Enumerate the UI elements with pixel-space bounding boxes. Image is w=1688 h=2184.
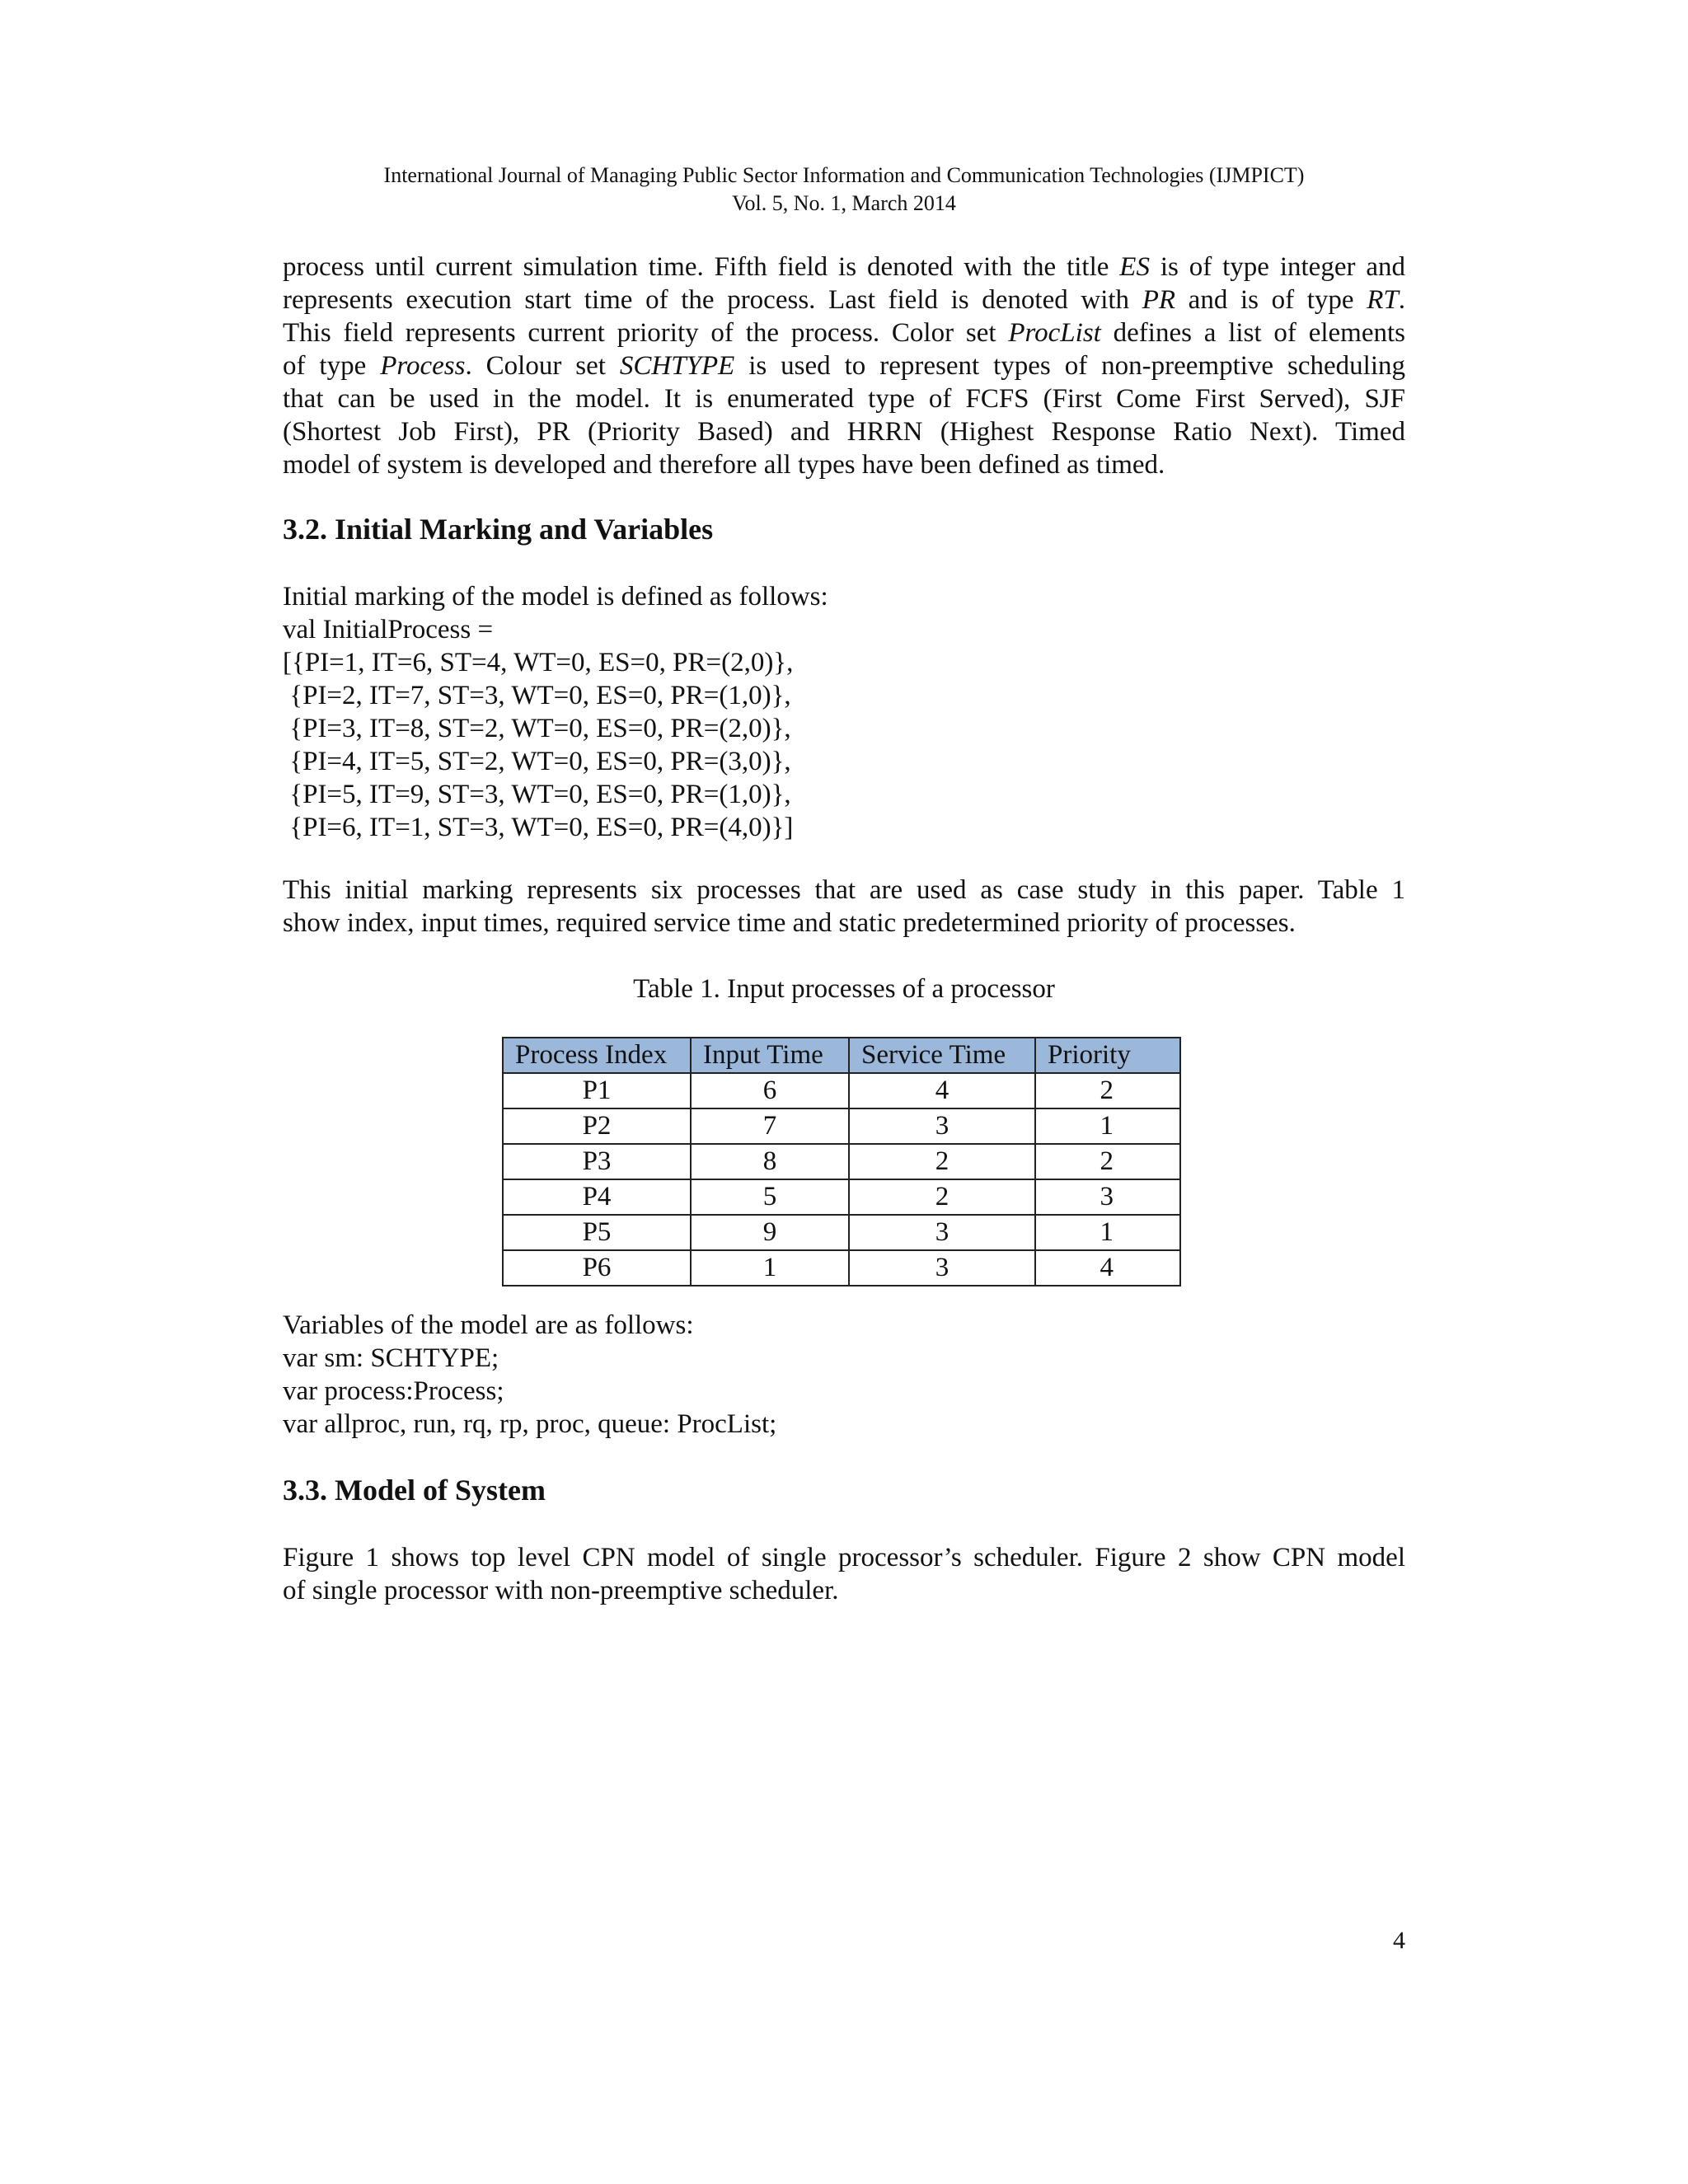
cell-priority: 4 xyxy=(1035,1250,1180,1286)
paragraph-line: that can be used in the model. It is enumerated type of FCFS (First Come First Served), SJF xyxy=(283,384,1405,414)
section-title-3-3: 3.3. Model of System xyxy=(283,1474,546,1507)
table-row xyxy=(503,1215,1180,1250)
cell-process-index: P2 xyxy=(503,1108,691,1144)
code-line: {PI=6, IT=1, ST=3, WT=0, ES=0, PR=(4,0)}] xyxy=(283,813,794,842)
header-input-time: Input Time xyxy=(691,1038,849,1073)
cell-service-time: 3 xyxy=(849,1250,1035,1286)
cell-service-time: 3 xyxy=(849,1108,1035,1144)
variable-line: var process:Process; xyxy=(283,1376,504,1406)
intro-paragraph-block xyxy=(283,251,1405,481)
paragraph-line: This field represents current priority of the process. Color set ProcList defines a list of elements xyxy=(283,318,1405,348)
input-processes-table xyxy=(502,1037,1181,1286)
cell-input-time: 5 xyxy=(691,1179,849,1215)
code-line: {PI=5, IT=9, ST=3, WT=0, ES=0, PR=(1,0)}, xyxy=(283,780,791,809)
code-line: {PI=4, IT=5, ST=2, WT=0, ES=0, PR=(3,0)}, xyxy=(283,747,791,776)
page-number: 4 xyxy=(1393,1927,1405,1954)
section-3-2 xyxy=(283,511,1405,547)
code-line: {PI=2, IT=7, ST=3, WT=0, ES=0, PR=(1,0)}, xyxy=(283,681,791,710)
italic-term: SCHTYPE xyxy=(619,351,735,381)
table-row xyxy=(503,1073,1180,1108)
journal-volume: Vol. 5, No. 1, March 2014 xyxy=(732,191,956,215)
table-row xyxy=(503,1144,1180,1179)
table-row xyxy=(503,1179,1180,1215)
header-priority: Priority xyxy=(1035,1038,1180,1073)
cell-input-time: 6 xyxy=(691,1073,849,1108)
cell-priority: 1 xyxy=(1035,1108,1180,1144)
paragraph-line: of type Process. Colour set SCHTYPE is used to represent types of non-preemptive scheduling xyxy=(283,351,1405,381)
model-of-system-paragraph-block xyxy=(283,1541,1405,1607)
variable-line: var sm: SCHTYPE; xyxy=(283,1343,499,1373)
cell-process-index: P4 xyxy=(503,1179,691,1215)
italic-term: RT xyxy=(1367,285,1399,315)
cell-input-time: 8 xyxy=(691,1144,849,1179)
header-process-index: Process Index xyxy=(503,1038,691,1073)
model-of-system-paragraph xyxy=(283,1541,1405,1607)
table-row xyxy=(503,1108,1180,1144)
cell-process-index: P1 xyxy=(503,1073,691,1108)
italic-term: ES xyxy=(1119,252,1150,282)
paragraph-line: show index, input times, required service time and static predetermined priority of processes. xyxy=(283,908,1296,938)
table-row xyxy=(503,1250,1180,1286)
variables-block xyxy=(283,1309,1405,1441)
paragraph-line: represents execution start time of the process. Last field is denoted with PR and is of type RT. xyxy=(283,285,1405,315)
after-code-paragraph xyxy=(283,874,1405,940)
cell-service-time: 2 xyxy=(849,1144,1035,1179)
after-code-paragraph-block xyxy=(283,874,1405,940)
cell-process-index: P6 xyxy=(503,1250,691,1286)
italic-term: Process xyxy=(380,351,466,381)
cell-service-time: 4 xyxy=(849,1073,1035,1108)
initial-marking-block xyxy=(283,580,1405,844)
cell-priority: 2 xyxy=(1035,1144,1180,1179)
cell-priority: 1 xyxy=(1035,1215,1180,1250)
header-service-time: Service Time xyxy=(849,1038,1035,1073)
italic-term: ProcList xyxy=(1008,318,1101,348)
cell-service-time: 2 xyxy=(849,1179,1035,1215)
paragraph-line: Figure 1 shows top level CPN model of single processor’s scheduler. Figure 2 show CPN model xyxy=(283,1543,1405,1572)
journal-title: International Journal of Managing Public Sector Information and Communication Technologies (IJMPICT) xyxy=(383,163,1305,187)
cell-priority: 2 xyxy=(1035,1073,1180,1108)
table-header-row xyxy=(503,1038,1180,1073)
section-3-3 xyxy=(283,1472,1405,1508)
cell-input-time: 1 xyxy=(691,1250,849,1286)
initial-marking-intro: Initial marking of the model is defined as follows: xyxy=(283,582,828,612)
code-line: [{PI=1, IT=6, ST=4, WT=0, ES=0, PR=(2,0)}, xyxy=(283,648,794,677)
cell-service-time: 3 xyxy=(849,1215,1035,1250)
italic-term: PR xyxy=(1142,285,1176,315)
code-line: val InitialProcess = xyxy=(283,615,494,644)
intro-paragraph xyxy=(283,251,1405,481)
cell-process-index: P3 xyxy=(503,1144,691,1179)
paragraph-line: of single processor with non-preemptive scheduler. xyxy=(283,1576,839,1605)
cell-input-time: 7 xyxy=(691,1108,849,1144)
paragraph-line: model of system is developed and therefore all types have been defined as timed. xyxy=(283,450,1165,480)
paragraph-line: This initial marking represents six processes that are used as case study in this paper. Table 1 xyxy=(283,875,1405,905)
paragraph-line: (Shortest Job First), PR (Priority Based) and HRRN (Highest Response Ratio Next). Timed xyxy=(283,417,1405,447)
paragraph-line: process until current simulation time. Fifth field is denoted with the title ES is of type integer and xyxy=(283,252,1405,282)
code-line: {PI=3, IT=8, ST=2, WT=0, ES=0, PR=(2,0)}, xyxy=(283,714,791,743)
cell-input-time: 9 xyxy=(691,1215,849,1250)
cell-process-index: P5 xyxy=(503,1215,691,1250)
cell-priority: 3 xyxy=(1035,1179,1180,1215)
variable-line: var allproc, run, rq, rp, proc, queue: ProcList; xyxy=(283,1409,777,1439)
table-caption: Table 1. Input processes of a processor xyxy=(633,974,1055,1004)
journal-header xyxy=(0,162,1688,218)
section-title-3-2: 3.2. Initial Marking and Variables xyxy=(283,513,714,546)
variables-intro: Variables of the model are as follows: xyxy=(283,1310,694,1340)
